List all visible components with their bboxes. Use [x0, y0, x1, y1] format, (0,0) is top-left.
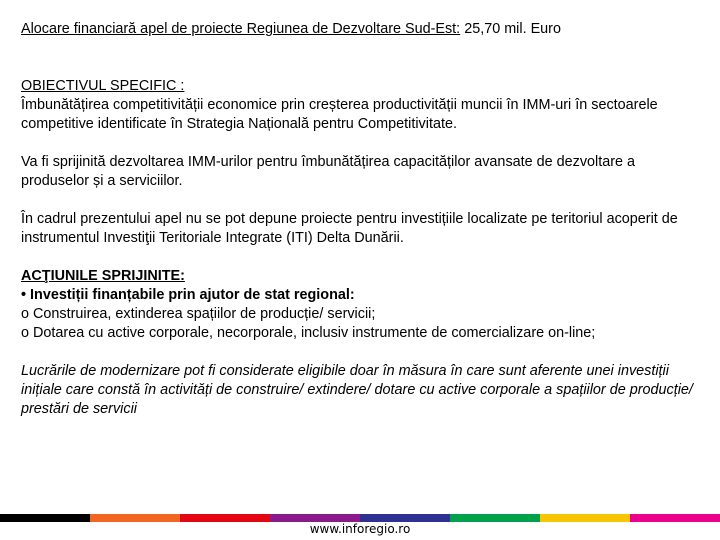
actions-heading: ACŢIUNILE SPRIJINITE: [21, 268, 185, 284]
title-value: 25,70 mil. Euro [464, 21, 561, 37]
iti-paragraph: În cadrul prezentului apel nu se pot depune proiecte pentru investițiile localizate pe teritoriul acoperit de instrumentul Investiţii Teritoriale Integrate (ITI) Delta Dunării. [21, 211, 678, 246]
support-paragraph: Va fi sprijinită dezvoltarea IMM-urilor pentru îmbunătățirea capacităților avansate de dezvoltare a produselor și a serviciilor. [21, 154, 636, 189]
actions-section [21, 267, 701, 343]
slide-content [21, 20, 701, 419]
actions-bullet: • Investiții finanțabile prin ajutor de stat regional: [21, 287, 355, 303]
title-line [21, 20, 701, 39]
objective-heading: OBIECTIVUL SPECIFIC : [21, 78, 185, 94]
note-paragraph: Lucrările de modernizare pot fi considerate eligibile doar în măsura în care sunt aferente unei investiții inițiale care constă în activități de construire/ extindere/ dotare cu active corporale a spațiilor de producție/ prestări de servicii [21, 363, 693, 417]
actions-item: o Dotarea cu active corporale, necorporale, inclusiv instrumente de comercializare on-line; [21, 325, 596, 341]
title-label: Alocare financiară apel de proiecte Regiunea de Dezvoltare Sud-Est: [21, 21, 461, 37]
actions-item: o Construirea, extinderea spațiilor de producție/ servicii; [21, 306, 376, 322]
footer-url[interactable]: www.inforegio.ro [309, 522, 411, 536]
objective-section [21, 77, 701, 134]
objective-text: Îmbunătățirea competitivității economice prin creșterea productivității muncii în IMM-uri în sectoarele competitive identificate în Strategia Națională pentru Competitivitate. [21, 97, 658, 132]
